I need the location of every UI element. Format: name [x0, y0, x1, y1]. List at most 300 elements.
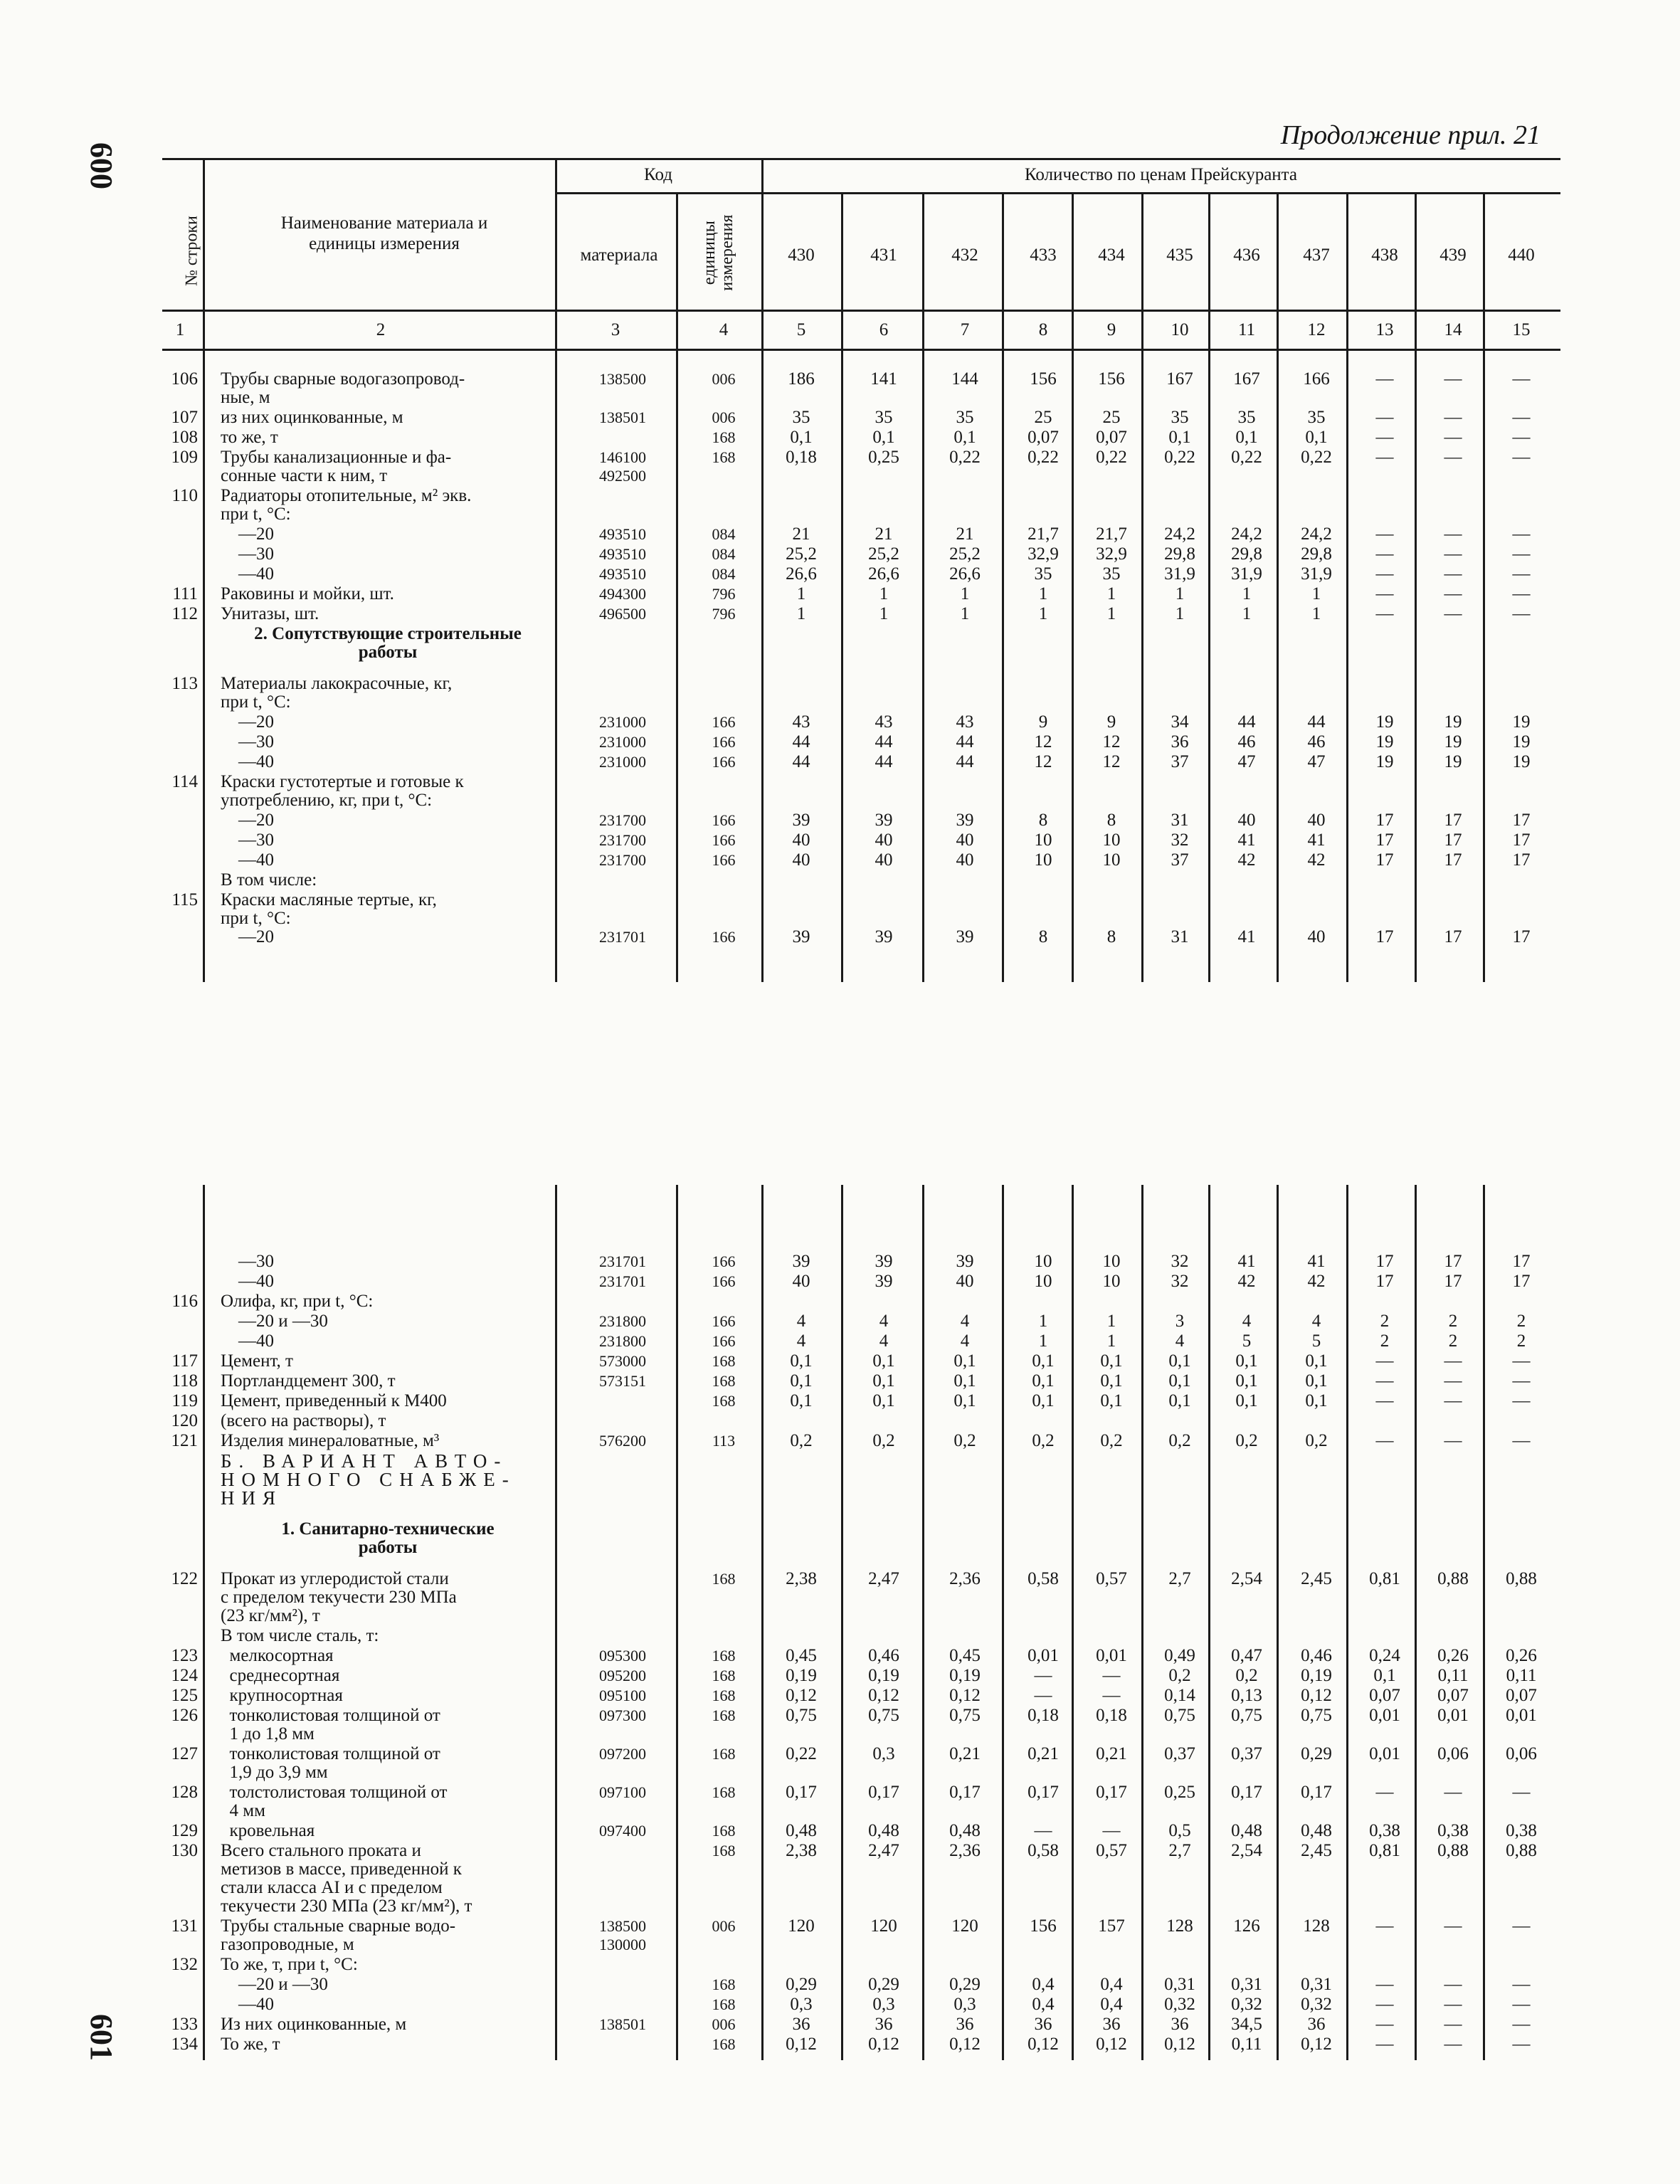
quantity-434: 0,4	[1100, 1975, 1123, 1994]
quantity-437: 41	[1307, 830, 1326, 850]
quantity-440: 0,88	[1506, 1569, 1537, 1588]
page-number-top: 600	[84, 142, 119, 189]
quantity-437: 0,48	[1301, 1821, 1332, 1840]
header-row-no: № строки	[182, 216, 201, 287]
material-name: —20	[221, 524, 274, 544]
header-quantity: Количество по ценам Прейскуранта	[1024, 165, 1298, 184]
quantity-436: 0,1	[1235, 1371, 1258, 1391]
row-number: 133	[171, 2015, 198, 2034]
quantity-437: 0,75	[1301, 1706, 1332, 1725]
header-price-439: 439	[1439, 246, 1467, 265]
quantity-438: —	[1375, 448, 1394, 467]
material-name: Краски масляные тертые, кг, при t, °C: —20	[221, 890, 437, 946]
quantity-431: 2,47	[868, 1841, 899, 1860]
column-number-14: 14	[1444, 320, 1462, 339]
quantity-432: 0,1	[953, 1391, 976, 1410]
unit-code: 168	[712, 1842, 736, 1859]
quantity-431: 0,3	[872, 1744, 895, 1763]
unit-code: 168	[712, 428, 736, 446]
quantity-437: 36	[1307, 2015, 1326, 2034]
quantity-432: 2,36	[949, 1569, 981, 1588]
quantity-434: 1	[1106, 1331, 1116, 1351]
material-code: 231000	[599, 753, 646, 771]
column-number-15: 15	[1512, 320, 1531, 339]
quantity-430: 43	[792, 712, 810, 732]
unit-code: 168	[712, 1975, 736, 1993]
material-code: 095100	[599, 1687, 646, 1704]
quantity-437: 166	[1303, 369, 1330, 389]
material-name: —40	[221, 564, 274, 584]
quantity-437: 0,12	[1301, 1686, 1332, 1705]
quantity-440: 2	[1516, 1312, 1526, 1331]
quantity-430: 0,48	[786, 1821, 817, 1840]
quantity-434: 1	[1106, 1312, 1116, 1331]
quantity-432: 0,19	[949, 1666, 981, 1685]
header-vline-name	[555, 158, 557, 349]
quantity-436: 0,1	[1235, 1351, 1258, 1371]
column-number-9: 9	[1106, 320, 1116, 339]
header-vline-431	[922, 192, 924, 349]
quantity-436: 35	[1237, 408, 1256, 427]
material-code: 493510	[599, 545, 646, 563]
quantity-436: 0,2	[1235, 1431, 1258, 1450]
quantity-433: 35	[1034, 564, 1052, 584]
quantity-437: 31,9	[1301, 564, 1332, 584]
page-number-bottom: 601	[84, 2014, 119, 2061]
quantity-430: 120	[788, 1916, 815, 1936]
quantity-439: 0,38	[1437, 1821, 1469, 1840]
quantity-438: —	[1375, 564, 1394, 584]
quantity-439: 2	[1448, 1312, 1458, 1331]
quantity-436: 47	[1237, 752, 1256, 771]
quantity-440: —	[1512, 369, 1531, 389]
quantity-440: —	[1512, 2035, 1531, 2054]
unit-code: 168	[712, 1647, 736, 1665]
body-bot-qty-vline-0	[841, 1185, 843, 2060]
unit-code: 006	[712, 370, 736, 388]
quantity-438: 0,24	[1369, 1646, 1400, 1665]
quantity-437: 0,29	[1301, 1744, 1332, 1763]
quantity-437: 0,22	[1301, 448, 1332, 467]
quantity-434: 0,07	[1096, 428, 1127, 447]
material-code: 095200	[599, 1667, 646, 1684]
quantity-439: —	[1444, 1783, 1462, 1802]
quantity-430: 0,3	[790, 1995, 813, 2014]
quantity-430: 40	[792, 1272, 810, 1291]
unit-code: 166	[712, 928, 736, 946]
quantity-433: 1	[1038, 1312, 1048, 1331]
quantity-433: —	[1034, 1666, 1052, 1685]
quantity-439: —	[1444, 524, 1462, 544]
quantity-432: 144	[951, 369, 978, 389]
quantity-432: 0,1	[953, 1351, 976, 1371]
body-bot-vline-name	[555, 1185, 557, 2060]
quantity-430: 35	[792, 408, 810, 427]
quantity-433: 0,18	[1027, 1706, 1059, 1725]
material-code: 231700	[599, 851, 646, 869]
body-top-qty-vline-1	[922, 349, 924, 982]
quantity-439: 17	[1444, 1272, 1462, 1291]
quantity-439: —	[1444, 448, 1462, 467]
quantity-435: 0,49	[1164, 1646, 1195, 1665]
quantity-433: 32,9	[1027, 544, 1059, 564]
material-code: 146100 492500	[599, 448, 646, 485]
quantity-436: 0,47	[1231, 1646, 1262, 1665]
row-number: 131	[171, 1916, 198, 1936]
quantity-438: —	[1375, 2035, 1394, 2054]
quantity-437: 42	[1307, 1272, 1326, 1291]
quantity-430: 40	[792, 830, 810, 850]
quantity-436: 42	[1237, 1272, 1256, 1291]
quantity-437: 24,2	[1301, 524, 1332, 544]
quantity-433: 10	[1034, 1252, 1052, 1271]
quantity-440: 19	[1512, 712, 1531, 732]
quantity-434: 156	[1098, 369, 1125, 389]
quantity-432: 0,1	[953, 1371, 976, 1391]
quantity-434: 36	[1102, 2015, 1121, 2034]
quantity-439: —	[1444, 1995, 1462, 2014]
row-number: 129	[171, 1821, 198, 1840]
material-name: Прокат из углеродистой стали с пределом текучести 230 МПа (23 кг/мм²), т	[221, 1569, 457, 1625]
quantity-435: 36	[1171, 732, 1189, 751]
quantity-433: 36	[1034, 2015, 1052, 2034]
row-number: 114	[171, 772, 198, 791]
quantity-433: 0,22	[1027, 448, 1059, 467]
quantity-435: 167	[1166, 369, 1193, 389]
row-number: 130	[171, 1841, 198, 1860]
quantity-431: 0,48	[868, 1821, 899, 1840]
quantity-436: 41	[1237, 1252, 1256, 1271]
quantity-431: 39	[875, 1252, 893, 1271]
row-number: 127	[171, 1744, 198, 1763]
quantity-438: 0,81	[1369, 1569, 1400, 1588]
quantity-436: 0,48	[1231, 1821, 1262, 1840]
quantity-438: 17	[1375, 830, 1394, 850]
quantity-435: 0,75	[1164, 1706, 1195, 1725]
header-price-440: 440	[1508, 246, 1535, 265]
quantity-439: 0,06	[1437, 1744, 1469, 1763]
material-code: 573151	[599, 1372, 646, 1390]
material-code: 095300	[599, 1647, 646, 1665]
quantity-435: 0,1	[1168, 428, 1191, 447]
material-name: Цемент, приведенный к М400	[221, 1391, 447, 1410]
quantity-433: 0,58	[1027, 1841, 1059, 1860]
unit-code: 006	[712, 1917, 736, 1935]
quantity-430: 1	[796, 584, 806, 603]
unit-code: 168	[712, 1706, 736, 1724]
quantity-431: 0,1	[872, 1391, 895, 1410]
quantity-440: 0,88	[1506, 1841, 1537, 1860]
quantity-435: 0,32	[1164, 1995, 1195, 2014]
header-unit: единицы измерения	[699, 214, 736, 291]
material-name: толстолистовая толщиной от 4 мм	[229, 1783, 448, 1820]
unit-code: 166	[712, 1332, 736, 1350]
body-bot-qty-vline-1	[922, 1185, 924, 2060]
material-code: 494300	[599, 585, 646, 603]
quantity-436: 0,31	[1231, 1975, 1262, 1994]
row-number: 109	[171, 448, 198, 467]
material-name: То же, т, при t, °C:	[221, 1955, 358, 1974]
quantity-434: 0,22	[1096, 448, 1127, 467]
material-code: 231701	[599, 928, 646, 946]
quantity-432: 0,1	[953, 428, 976, 447]
quantity-432: 21	[956, 524, 974, 544]
column-number-13: 13	[1375, 320, 1394, 339]
material-name: среднесортная	[221, 1666, 340, 1685]
quantity-436: 24,2	[1231, 524, 1262, 544]
quantity-435: 35	[1171, 408, 1189, 427]
unit-code: 166	[712, 1272, 736, 1290]
quantity-436: 1	[1242, 584, 1252, 603]
row-number: 119	[171, 1391, 198, 1410]
quantity-433: —	[1034, 1686, 1052, 1705]
quantity-440: —	[1512, 584, 1531, 603]
quantity-435: 4	[1175, 1331, 1185, 1351]
quantity-434: 25	[1102, 408, 1121, 427]
quantity-431: 4	[879, 1312, 889, 1331]
quantity-439: —	[1444, 1351, 1462, 1371]
material-name: —20	[221, 811, 274, 830]
quantity-436: 2,54	[1231, 1841, 1262, 1860]
quantity-432: 0,12	[949, 1686, 981, 1705]
body-bot-vline-mat	[676, 1185, 678, 2060]
quantity-439: —	[1444, 564, 1462, 584]
quantity-433: 0,17	[1027, 1783, 1059, 1802]
quantity-435: 32	[1171, 1272, 1189, 1291]
row-number: 117	[171, 1351, 198, 1371]
quantity-438: 17	[1375, 927, 1394, 946]
quantity-436: 126	[1233, 1916, 1260, 1936]
quantity-440: —	[1512, 1351, 1531, 1371]
material-code: 573000	[599, 1352, 646, 1370]
quantity-438: —	[1375, 544, 1394, 564]
unit-code: 168	[712, 1570, 736, 1588]
quantity-434: 0,12	[1096, 2035, 1127, 2054]
material-name: крупносортная	[221, 1686, 343, 1705]
quantity-431: 44	[875, 752, 893, 771]
quantity-431: 43	[875, 712, 893, 732]
quantity-440: —	[1512, 1916, 1531, 1936]
quantity-436: 0,75	[1231, 1706, 1262, 1725]
column-number-6: 6	[879, 320, 889, 339]
quantity-436: 0,11	[1231, 2035, 1262, 2054]
header-price-432: 432	[951, 246, 978, 265]
unit-code: 168	[712, 2035, 736, 2053]
row-number: 106	[171, 369, 198, 389]
quantity-432: 36	[956, 2015, 974, 2034]
quantity-430: 25,2	[786, 544, 817, 564]
quantity-434: 0,4	[1100, 1995, 1123, 2014]
quantity-437: 47	[1307, 752, 1326, 771]
body-bot-vline-no	[203, 1185, 205, 2060]
quantity-438: —	[1375, 1916, 1394, 1936]
quantity-440: 19	[1512, 752, 1531, 771]
quantity-437: 1	[1311, 604, 1321, 623]
quantity-433: 25	[1034, 408, 1052, 427]
quantity-435: 1	[1175, 584, 1185, 603]
quantity-440: 0,11	[1506, 1666, 1537, 1685]
quantity-431: 0,2	[872, 1431, 895, 1450]
unit-code: 006	[712, 2015, 736, 2033]
quantity-434: 12	[1102, 752, 1121, 771]
quantity-431: 4	[879, 1331, 889, 1351]
quantity-434: 10	[1102, 850, 1121, 870]
quantity-431: 21	[875, 524, 893, 544]
quantity-433: 1	[1038, 584, 1048, 603]
quantity-431: 0,46	[868, 1646, 899, 1665]
unit-code: 168	[712, 1372, 736, 1390]
quantity-438: 0,01	[1369, 1706, 1400, 1725]
quantity-432: 40	[956, 850, 974, 870]
column-number-10: 10	[1171, 320, 1189, 339]
material-code: 138501	[599, 408, 646, 426]
material-code: 231800	[599, 1312, 646, 1330]
quantity-430: 0,12	[786, 2035, 817, 2054]
quantity-435: 0,5	[1168, 1821, 1191, 1840]
quantity-440: —	[1512, 448, 1531, 467]
quantity-433: 0,01	[1027, 1646, 1059, 1665]
quantity-430: 44	[792, 732, 810, 751]
row-number: 107	[171, 408, 198, 427]
quantity-436: 0,37	[1231, 1744, 1262, 1763]
quantity-433: 0,12	[1027, 2035, 1059, 2054]
quantity-434: 10	[1102, 830, 1121, 850]
quantity-440: 0,06	[1506, 1744, 1537, 1763]
material-code: 231701	[599, 1252, 646, 1270]
material-name: Из них оцинкованные, м	[221, 2015, 407, 2034]
quantity-439: —	[1444, 428, 1462, 447]
quantity-438: 17	[1375, 811, 1394, 830]
quantity-438: 19	[1375, 752, 1394, 771]
quantity-432: 39	[956, 927, 974, 946]
quantity-432: 0,3	[953, 1995, 976, 2014]
material-name: тонколистовая толщиной от 1,9 до 3,9 мм	[229, 1744, 440, 1782]
quantity-431: 0,75	[868, 1706, 899, 1725]
quantity-431: 0,1	[872, 1351, 895, 1371]
quantity-433: —	[1034, 1821, 1052, 1840]
quantity-438: —	[1375, 428, 1394, 447]
header-bottom-rule	[162, 310, 1560, 312]
quantity-436: 0,13	[1231, 1686, 1262, 1705]
quantity-435: 3	[1175, 1312, 1185, 1331]
quantity-433: 1	[1038, 1331, 1048, 1351]
unit-code: 168	[712, 1783, 736, 1801]
quantity-437: 2,45	[1301, 1569, 1332, 1588]
quantity-432: 4	[960, 1312, 970, 1331]
unit-code: 166	[712, 713, 736, 731]
quantity-433: 0,1	[1032, 1391, 1055, 1410]
column-number-3: 3	[611, 320, 620, 339]
quantity-440: —	[1512, 1371, 1531, 1391]
header-vline-mat	[676, 192, 678, 349]
quantity-431: 40	[875, 830, 893, 850]
quantity-440: 0,38	[1506, 1821, 1537, 1840]
quantity-438: —	[1375, 1975, 1394, 1994]
quantity-436: 1	[1242, 604, 1252, 623]
quantity-438: —	[1375, 369, 1394, 389]
quantity-438: —	[1375, 584, 1394, 603]
material-code: 097400	[599, 1822, 646, 1840]
quantity-439: 0,07	[1437, 1686, 1469, 1705]
quantity-432: 2,36	[949, 1841, 981, 1860]
column-number-1: 1	[175, 320, 185, 339]
quantity-436: 0,17	[1231, 1783, 1262, 1802]
quantity-434: 9	[1106, 712, 1116, 732]
quantity-432: 0,48	[949, 1821, 981, 1840]
quantity-438: —	[1375, 1995, 1394, 2014]
quantity-435: 0,31	[1164, 1975, 1195, 1994]
quantity-430: 2,38	[786, 1841, 817, 1860]
unit-code: 168	[712, 1392, 736, 1410]
quantity-430: 39	[792, 811, 810, 830]
quantity-440: —	[1512, 428, 1531, 447]
quantity-430: 0,45	[786, 1646, 817, 1665]
quantity-438: 17	[1375, 1272, 1394, 1291]
quantity-432: 26,6	[949, 564, 981, 584]
quantity-430: 0,12	[786, 1686, 817, 1705]
quantity-434: 0,1	[1100, 1391, 1123, 1410]
material-name: 2. Сопутствующие строительные работы	[254, 624, 522, 662]
quantity-433: 8	[1038, 811, 1048, 830]
quantity-440: 2	[1516, 1331, 1526, 1351]
material-name: —30	[221, 830, 274, 850]
quantity-439: —	[1444, 544, 1462, 564]
quantity-431: 1	[879, 584, 889, 603]
quantity-437: 2,45	[1301, 1841, 1332, 1860]
unit-code: 796	[712, 605, 736, 623]
material-name: Изделия минераловатные, м³	[221, 1431, 440, 1450]
row-number: 118	[171, 1371, 198, 1391]
unit-code: 166	[712, 1252, 736, 1270]
header-top-rule	[162, 158, 1560, 160]
quantity-435: 32	[1171, 830, 1189, 850]
quantity-437: 4	[1311, 1312, 1321, 1331]
row-number: 121	[171, 1431, 198, 1450]
quantity-435: 29,8	[1164, 544, 1195, 564]
quantity-434: 0,57	[1096, 1569, 1127, 1588]
quantity-434: 8	[1106, 927, 1116, 946]
quantity-439: —	[1444, 1371, 1462, 1391]
quantity-431: 36	[875, 2015, 893, 2034]
quantity-435: 32	[1171, 1252, 1189, 1271]
material-name: Всего стального проката и метизов в массе, приведенной к стали класса AI и с пределом текучести 230 МПа (23 кг/мм²), т	[221, 1841, 472, 1916]
quantity-438: 0,81	[1369, 1841, 1400, 1860]
unit-code: 168	[712, 1352, 736, 1370]
material-code: 231000	[599, 713, 646, 731]
row-number: 110	[171, 486, 198, 505]
header-vline-430	[841, 192, 843, 349]
quantity-437: 40	[1307, 811, 1326, 830]
quantity-431: 0,19	[868, 1666, 899, 1685]
header-price-437: 437	[1303, 246, 1330, 265]
quantity-437: 0,1	[1305, 1351, 1328, 1371]
column-number-11: 11	[1237, 320, 1256, 339]
quantity-437: 5	[1311, 1331, 1321, 1351]
quantity-431: 120	[870, 1916, 897, 1936]
quantity-432: 35	[956, 408, 974, 427]
quantity-430: 40	[792, 850, 810, 870]
quantity-439: —	[1444, 1916, 1462, 1936]
material-name: Цемент, т	[221, 1351, 293, 1371]
quantity-430: 186	[788, 369, 815, 389]
quantity-430: 0,1	[790, 428, 813, 447]
quantity-432: 44	[956, 752, 974, 771]
quantity-437: 29,8	[1301, 544, 1332, 564]
column-number-12: 12	[1307, 320, 1326, 339]
material-code: 231000	[599, 733, 646, 751]
quantity-436: 167	[1233, 369, 1260, 389]
quantity-439: 19	[1444, 732, 1462, 751]
